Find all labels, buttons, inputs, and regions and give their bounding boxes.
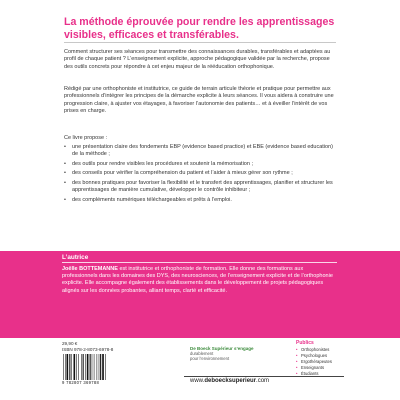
author-divider [62, 262, 337, 263]
barcode-icon [62, 354, 120, 380]
list-item: • des conseils pour vérifier la compréhension du patient et l’aider à mieux gérer son rythme ; [64, 170, 293, 177]
list-item: • Ergothérapeutes [296, 359, 332, 364]
eco-line-3: pour l’environnement [190, 356, 230, 361]
isbn: ISBN 978-2-8073-6978-8 [62, 346, 114, 352]
bullet-icon: • [296, 365, 298, 370]
list-item: • une présentation claire des fondements EBP (evidence based practice) et EBE (evidence based education) de la méthode ; [64, 144, 334, 158]
bullet-icon: • [296, 353, 298, 358]
bullet-icon: • [64, 179, 66, 186]
site-suffix: .com [256, 378, 270, 384]
bullet-icon: • [296, 347, 298, 352]
eco-line-1: De Boeck Supérieur s’engage [190, 346, 254, 351]
list-item: • des outils pour rendre visibles les procédures et soutenir la mémorisation ; [64, 160, 253, 167]
list-item: • Enseignants [296, 365, 325, 370]
list-item: • Orthophonistes [296, 347, 330, 352]
bullet-icon: • [64, 196, 66, 203]
barcode-number: 9 782807 369788 [62, 380, 100, 385]
list-item: • des bonnes pratiques pour favoriser la flexibilité et le transfert des apprentissages, planifier et structurer les apprentissages de manière cumulative, développer le contrôle inhibiteur ; [64, 179, 333, 194]
eco-line-2: durablement [190, 351, 214, 356]
bullet-icon: • [64, 160, 66, 167]
price-block [62, 341, 113, 352]
features-list [64, 144, 336, 206]
list-item: • des compléments numériques téléchargeables et prêts à l’emploi. [64, 196, 232, 203]
bullet-icon: • [64, 144, 66, 150]
description-paragraph-2: Rédigé par une orthophoniste et institutrice, ce guide de terrain articule théorie et pratique pour permettre aux professionnels d’intégrer les principes de la démarche explicite à leurs séances. Il vous aidera à construire une progression claire, à ajuster vos étayages, à favoriser l’autonomie des patients… et à éveiller l’intérêt de vos prises en charge. [64, 86, 334, 114]
bullet-icon: • [296, 371, 298, 376]
author-bio [62, 266, 336, 295]
description-paragraph-1: Comment structurer ses séances pour transmettre des connaissances durables, transférables et adaptées au profil de chaque patient ? L’enseignement explicite, approche pédagogique validée par la recherche, propose des outils concrets pour répondre à cet enjeu majeur de la rééducation orthophonique. [64, 49, 331, 70]
publics-box [296, 340, 338, 389]
bullet-icon: • [64, 170, 66, 177]
bullet-icon: • [296, 359, 298, 364]
author-name: Joëlle BOTTEMANNE [62, 266, 118, 272]
author-label: L’autrice [62, 254, 89, 261]
eco-statement [190, 346, 280, 361]
publics-list [296, 347, 338, 377]
list-item: • Psychologues [296, 353, 328, 358]
site-prefix: www. [190, 378, 205, 384]
publics-title: Publics [296, 340, 314, 346]
list-intro: Ce livre propose : [64, 135, 108, 141]
author-bio-text: est institutrice et orthophoniste de formation. Elle donne des formations aux professionnels dans les domaines des DYS, des neurosciences, de l’enseignement explicite et de l’orthophonie explicite. Elle accompagne également des établissements dans le développement de projets pédagogiques alignés sur les données probantes, alliant temps, clarté et efficacité. [62, 266, 333, 294]
back-cover-headline: La méthode éprouvée pour rendre les apprentissages visibles, efficaces et transférables. [64, 16, 335, 41]
list-item: • Étudiants [296, 371, 319, 376]
price: 29,90 € [62, 341, 78, 346]
top-divider [64, 42, 336, 43]
site-brand: deboecksuperieur [204, 378, 257, 384]
